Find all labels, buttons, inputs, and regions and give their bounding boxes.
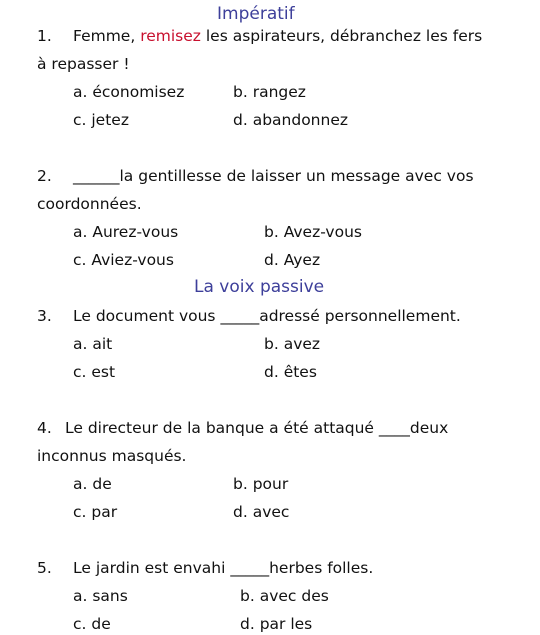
question-text-continuation: inconnus masqués. [37, 447, 187, 465]
option-c[interactable]: c. est [73, 363, 116, 381]
question-text-line [73, 27, 482, 45]
question-number: 3. [37, 307, 52, 325]
option-a[interactable]: a. économisez [73, 83, 185, 101]
option-c[interactable]: c. Aviez-vous [73, 251, 174, 269]
question-number: 1. [37, 27, 52, 45]
question-text: Le document vous _____adressé personnellement. [73, 307, 461, 325]
question-text: ______la gentillesse de laisser un message avec vos [73, 167, 474, 185]
option-a[interactable]: a. ait [73, 335, 113, 353]
option-b[interactable]: b. pour [233, 475, 289, 493]
option-c[interactable]: c. par [73, 503, 118, 521]
option-a[interactable]: a. sans [73, 587, 128, 605]
option-c[interactable]: c. de [73, 615, 111, 633]
option-d[interactable]: d. abandonnez [233, 111, 348, 129]
option-b[interactable]: b. avez [264, 335, 321, 353]
option-c[interactable]: c. jetez [73, 111, 129, 129]
highlighted-word: remisez [140, 27, 201, 45]
option-b[interactable]: b. rangez [233, 83, 306, 101]
option-d[interactable]: d. par les [240, 615, 313, 633]
question-text: Le jardin est envahi _____herbes folles. [73, 559, 374, 577]
section-title-voix-passive: La voix passive [194, 277, 325, 297]
question-number: 2. [37, 167, 52, 185]
option-d[interactable]: d. êtes [264, 363, 317, 381]
option-a[interactable]: a. Aurez-vous [73, 223, 179, 241]
option-d[interactable]: d. avec [233, 503, 290, 521]
question-text-continuation: à repasser ! [37, 55, 130, 73]
question-text: Le directeur de la banque a été attaqué ____deux [65, 419, 449, 437]
option-b[interactable]: b. Avez-vous [264, 223, 362, 241]
section-title-imperatif: Impératif [217, 4, 295, 24]
question-number: 4. [37, 419, 52, 437]
option-b[interactable]: b. avec des [240, 587, 329, 605]
question-text: les aspirateurs, débranchez les fers [200, 27, 483, 45]
question-number: 5. [37, 559, 52, 577]
option-a[interactable]: a. de [73, 475, 112, 493]
option-d[interactable]: d. Ayez [264, 251, 321, 269]
question-text: Femme, [73, 27, 141, 45]
question-text-continuation: coordonnées. [37, 195, 142, 213]
